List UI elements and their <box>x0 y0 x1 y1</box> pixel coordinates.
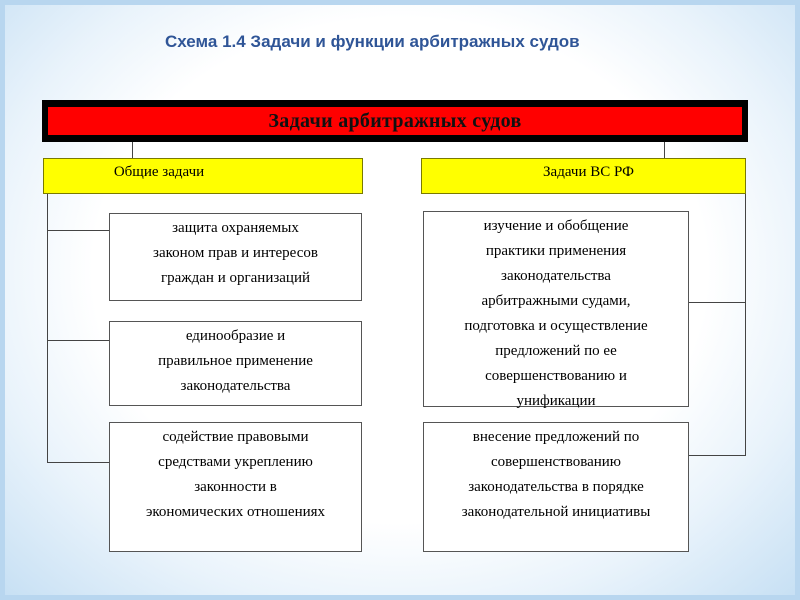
task-box: защита охраняемых законом прав и интересов граждан и организаций <box>109 213 362 301</box>
task-box: единообразие и правильное применение законодательства <box>109 321 362 406</box>
task-box: изучение и обобщение практики применения законодательства арбитражными судами, подготовка и осуществление предложений по ее совершенствованию и унификации <box>423 211 689 407</box>
connector-line <box>132 142 133 158</box>
header-box: Задачи арбитражных судов <box>48 107 742 135</box>
left-trunk-line <box>47 194 48 463</box>
task-box: содействие правовыми средствами укреплению законности в экономических отношениях <box>109 422 362 552</box>
task-box: внесение предложений по совершенствованию законодательства в порядке законодательной инициативы <box>423 422 689 552</box>
connector-line <box>47 340 109 341</box>
connector-line <box>47 462 109 463</box>
category-general-tasks: Общие задачи <box>43 158 363 194</box>
header-frame <box>42 100 748 142</box>
connector-line <box>689 302 746 303</box>
connector-line <box>664 142 665 158</box>
category-supreme-court-tasks: Задачи ВС РФ <box>421 158 746 194</box>
diagram-title: Схема 1.4 Задачи и функции арбитражных судов <box>165 32 580 51</box>
connector-line <box>47 230 109 231</box>
connector-line <box>689 455 746 456</box>
right-trunk-line <box>745 194 746 456</box>
